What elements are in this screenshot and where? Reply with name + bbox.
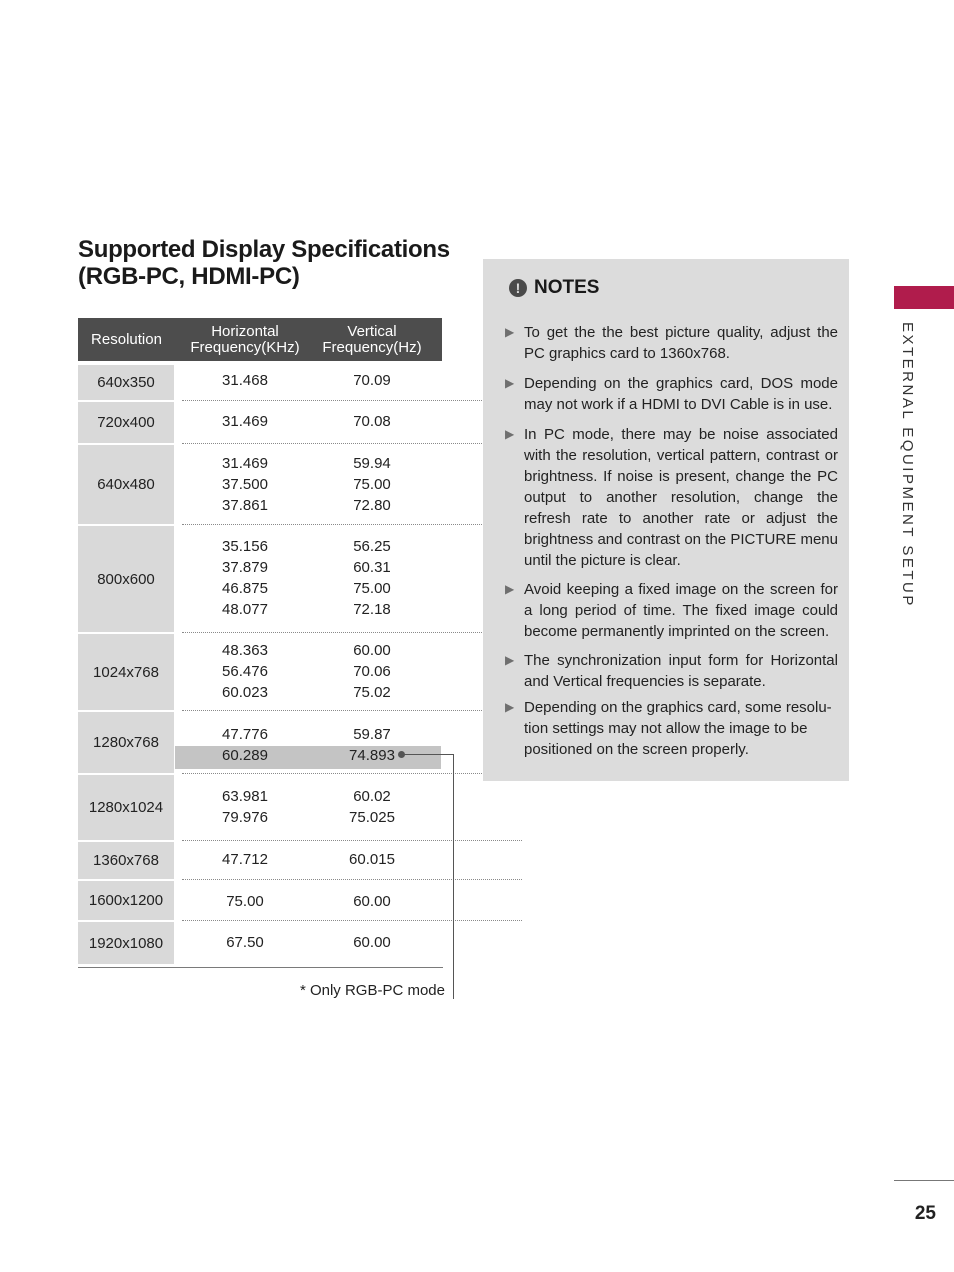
note-item — [505, 650, 838, 692]
note-text: In PC mode, there may be noise associated with the resolution, vertical pattern, contrast or brightness. If noise is present, change the PC output to another resolution, change the refresh rate to another rate or adjust the brightness and contrast on the PICTURE menu until the picture is clear. — [524, 426, 838, 569]
horizontal-frequency-value: 37.879 — [222, 559, 268, 576]
header-vertical — [315, 318, 429, 361]
horizontal-frequency-value: 60.289 — [222, 747, 268, 764]
vertical-frequency-value: 72.18 — [353, 601, 391, 618]
vertical-frequency-value: 60.00 — [353, 934, 391, 951]
horizontal-frequency-cell — [175, 786, 315, 828]
vertical-frequency-value: 59.94 — [353, 455, 391, 472]
vertical-frequency-value: 56.25 — [353, 538, 391, 555]
horizontal-frequency-cell — [175, 453, 315, 516]
resolution-cell: 800x600 — [78, 526, 174, 632]
page-number-rule — [894, 1180, 954, 1181]
vertical-frequency-cell — [315, 411, 429, 432]
vertical-frequency-value: 60.02 — [353, 788, 391, 805]
page-number: 25 — [914, 1203, 936, 1224]
bullet-arrow-icon: ▶ — [505, 427, 515, 441]
row-divider — [182, 840, 522, 841]
row-divider — [182, 920, 522, 921]
bullet-arrow-icon: ▶ — [505, 582, 515, 596]
vertical-frequency-cell — [315, 786, 429, 828]
table-row — [78, 712, 442, 773]
note-item — [505, 579, 838, 642]
vertical-frequency-value: 60.00 — [353, 893, 391, 910]
resolution-cell: 640x350 — [78, 365, 174, 400]
horizontal-frequency-cell — [175, 640, 315, 703]
vertical-frequency-value: 74.893 — [349, 747, 395, 764]
horizontal-frequency-value: 60.023 — [222, 684, 268, 701]
horizontal-frequency-value: 75.00 — [226, 893, 264, 910]
note-text: Depending on the graphics card, some resolu-tion settings may not allow the image to be positioned on the screen properly. — [524, 699, 832, 758]
table-bottom-rule — [78, 967, 443, 968]
header-horizontal — [175, 318, 315, 361]
resolution-cell: 1280x1024 — [78, 775, 174, 840]
vertical-frequency-value: 70.06 — [353, 663, 391, 680]
resolution-cell: 1920x1080 — [78, 922, 174, 964]
section-tab-marker — [894, 286, 954, 309]
resolution-cell: 720x400 — [78, 402, 174, 443]
note-item — [505, 373, 838, 415]
note-text: To get the the best picture quality, adjust the PC graphics card to 1360x768. — [524, 324, 838, 362]
horizontal-frequency-value: 31.469 — [222, 455, 268, 472]
note-text: The synchronization input form for Horizontal and Vertical frequencies is separate. — [524, 652, 838, 690]
table-row — [78, 881, 442, 920]
bullet-arrow-icon: ▶ — [505, 653, 515, 667]
vertical-frequency-value: 59.87 — [353, 726, 391, 743]
note-item — [505, 322, 838, 364]
horizontal-frequency-cell — [175, 370, 315, 391]
vertical-frequency-value: 75.025 — [349, 809, 395, 826]
vertical-frequency-value: 75.00 — [353, 580, 391, 597]
horizontal-frequency-cell — [175, 849, 315, 870]
table-row — [78, 445, 442, 524]
horizontal-frequency-value: 31.469 — [222, 413, 268, 430]
horizontal-frequency-value: 63.981 — [222, 788, 268, 805]
note-item — [505, 424, 838, 571]
horizontal-frequency-value: 48.077 — [222, 601, 268, 618]
vertical-frequency-value: 70.09 — [353, 372, 391, 389]
vertical-frequency-value: 72.80 — [353, 497, 391, 514]
resolution-cell: 1600x1200 — [78, 881, 174, 920]
horizontal-frequency-cell — [175, 411, 315, 432]
note-text: Depending on the graphics card, DOS mode may not work if a HDMI to DVI Cable is in use. — [524, 375, 838, 413]
callout-line — [404, 754, 454, 755]
table-row — [78, 526, 442, 632]
vertical-frequency-value: 60.015 — [349, 851, 395, 868]
horizontal-frequency-value: 79.976 — [222, 809, 268, 826]
notes-heading — [509, 277, 599, 299]
row-divider — [182, 710, 522, 711]
table-row — [78, 402, 442, 443]
note-text: Avoid keeping a fixed image on the screen for a long period of time. The fixed image could become permanently imprinted on the screen. — [524, 581, 838, 640]
horizontal-frequency-value: 67.50 — [226, 934, 264, 951]
page-title — [78, 236, 450, 290]
horizontal-frequency-cell — [175, 724, 315, 766]
row-divider — [182, 773, 522, 774]
horizontal-frequency-value: 35.156 — [222, 538, 268, 555]
vertical-frequency-value: 75.02 — [353, 684, 391, 701]
vertical-frequency-cell — [315, 724, 429, 766]
page-title-line2: (RGB-PC, HDMI-PC) — [78, 263, 300, 290]
horizontal-frequency-cell — [175, 891, 315, 912]
vertical-frequency-cell — [315, 370, 429, 391]
vertical-frequency-cell — [315, 536, 429, 620]
vertical-frequency-value: 60.00 — [353, 642, 391, 659]
notes-panel — [483, 259, 849, 781]
bullet-arrow-icon: ▶ — [505, 376, 515, 390]
row-divider — [182, 879, 522, 880]
horizontal-frequency-cell — [175, 932, 315, 953]
horizontal-frequency-value: 47.776 — [222, 726, 268, 743]
horizontal-frequency-value: 31.468 — [222, 372, 268, 389]
horizontal-frequency-value: 37.500 — [222, 476, 268, 493]
vertical-frequency-cell — [315, 453, 429, 516]
horizontal-frequency-value: 48.363 — [222, 642, 268, 659]
horizontal-frequency-value: 37.861 — [222, 497, 268, 514]
table-row — [78, 775, 442, 840]
resolution-cell: 640x480 — [78, 445, 174, 524]
note-item — [505, 697, 838, 760]
notes-heading-label: NOTES — [534, 277, 600, 298]
horizontal-frequency-value: 56.476 — [222, 663, 268, 680]
vertical-frequency-value: 75.00 — [353, 476, 391, 493]
vertical-frequency-value: 70.08 — [353, 413, 391, 430]
header-horizontal-line1: Horizontal — [211, 322, 279, 340]
horizontal-frequency-value: 46.875 — [222, 580, 268, 597]
resolution-cell: 1280x768 — [78, 712, 174, 773]
row-divider — [182, 524, 522, 525]
vertical-frequency-value: 60.31 — [353, 559, 391, 576]
table-row — [78, 634, 442, 710]
horizontal-frequency-cell — [175, 536, 315, 620]
vertical-frequency-cell — [315, 932, 429, 953]
resolution-cell: 1360x768 — [78, 842, 174, 879]
footnote: * Only RGB-PC mode — [299, 982, 445, 999]
table-row — [78, 365, 442, 400]
exclamation-icon: ! — [509, 279, 527, 297]
resolution-cell: 1024x768 — [78, 634, 174, 710]
horizontal-frequency-value: 47.712 — [222, 851, 268, 868]
spec-table-header — [78, 318, 442, 361]
vertical-frequency-cell — [315, 891, 429, 912]
page-title-line1: Supported Display Specifications — [78, 236, 450, 263]
header-vertical-line2: Frequency(Hz) — [322, 338, 422, 356]
section-side-label: EXTERNAL EQUIPMENT SETUP — [899, 322, 916, 608]
header-vertical-line1: Vertical — [347, 322, 397, 340]
bullet-arrow-icon: ▶ — [505, 700, 515, 714]
vertical-frequency-cell — [315, 849, 429, 870]
table-row — [78, 842, 442, 879]
callout-line-vertical — [453, 754, 454, 999]
row-divider — [182, 443, 522, 444]
table-row — [78, 922, 442, 964]
header-horizontal-line2: Frequency(KHz) — [190, 338, 300, 356]
row-divider — [182, 632, 522, 633]
bullet-arrow-icon: ▶ — [505, 325, 515, 339]
vertical-frequency-cell — [315, 640, 429, 703]
header-resolution: Resolution — [91, 330, 162, 348]
row-divider — [182, 400, 522, 401]
